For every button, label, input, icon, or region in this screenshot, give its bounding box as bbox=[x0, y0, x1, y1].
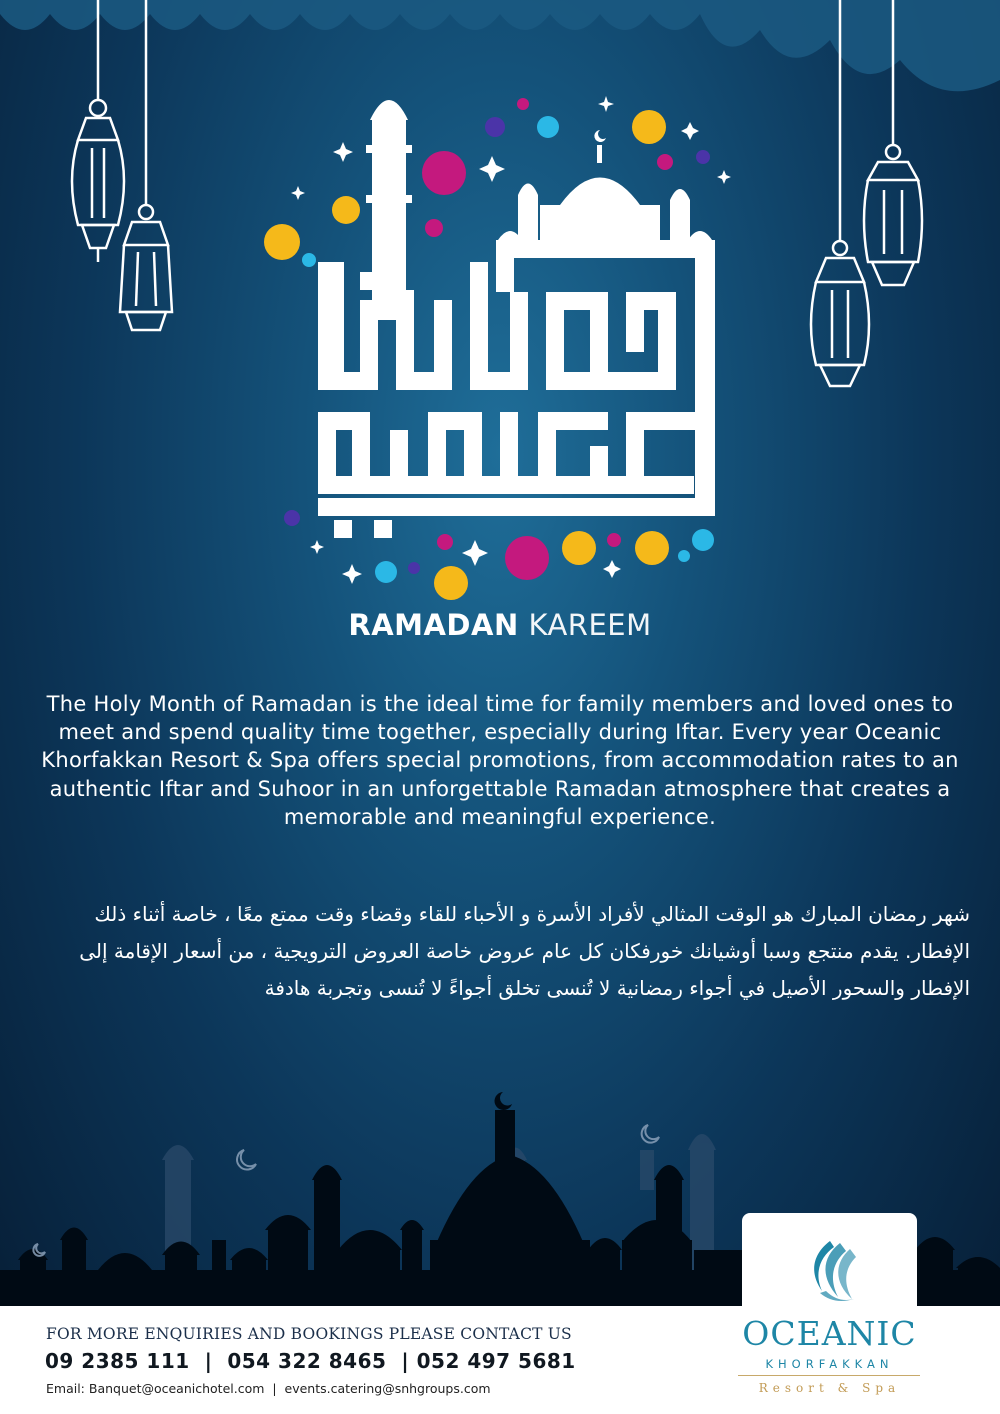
contact-heading: FOR MORE ENQUIRIES AND BOOKINGS PLEASE CONTACT US bbox=[46, 1325, 572, 1343]
logo-tagline: Resort & Spa bbox=[758, 1381, 901, 1395]
lantern-icon bbox=[72, 0, 124, 262]
lantern-icon bbox=[120, 0, 172, 330]
logo-divider bbox=[738, 1375, 920, 1376]
wave-logo-icon bbox=[742, 1213, 917, 1313]
phone-numbers: 09 2385 111 | 054 322 8465 | 052 497 5681 bbox=[45, 1349, 576, 1373]
arabic-paragraph: شهر رمضان المبارك هو الوقت المثالي لأفراد الأسرة و الأحباء للقاء وقضاء وقت ممتع معًا ، خاصة أثناء ذلك الإفطار. يقدم منتجع وسبا أوشيانك خورفكان كل عام عروض خاصة العروض الترويجية ، من أسعار الإقامة إلى الإفطار والسحور الأصيل في أجواء رمضانية لا تُنسى تخلق أجواءً لا تُنسى وتجربة هادفة bbox=[79, 902, 970, 1000]
page-title bbox=[0, 608, 1000, 642]
email-addresses: Email: Banquet@oceanichotel.com | events.catering@snhgroups.com bbox=[46, 1381, 491, 1396]
logo-name: OCEANIC bbox=[742, 1314, 917, 1353]
top-ornament-border bbox=[0, 0, 1000, 91]
ramadan-kareem-calligraphy bbox=[318, 240, 715, 538]
title-bold: RAMADAN bbox=[348, 608, 519, 642]
english-paragraph: The Holy Month of Ramadan is the ideal time for family members and loved ones to meet and spend quality time together, especially during Iftar. Every year Oceanic Khorfakkan Resort & Spa offers special promotions, from accommodation rates to an authentic Iftar and Suhoor in an unforgettable Ramadan atmosphere that creates a memorable and meaningful experience. bbox=[41, 692, 959, 829]
logo-subtitle: KHORFAKKAN bbox=[765, 1357, 894, 1371]
title-light: KAREEM bbox=[528, 608, 652, 642]
